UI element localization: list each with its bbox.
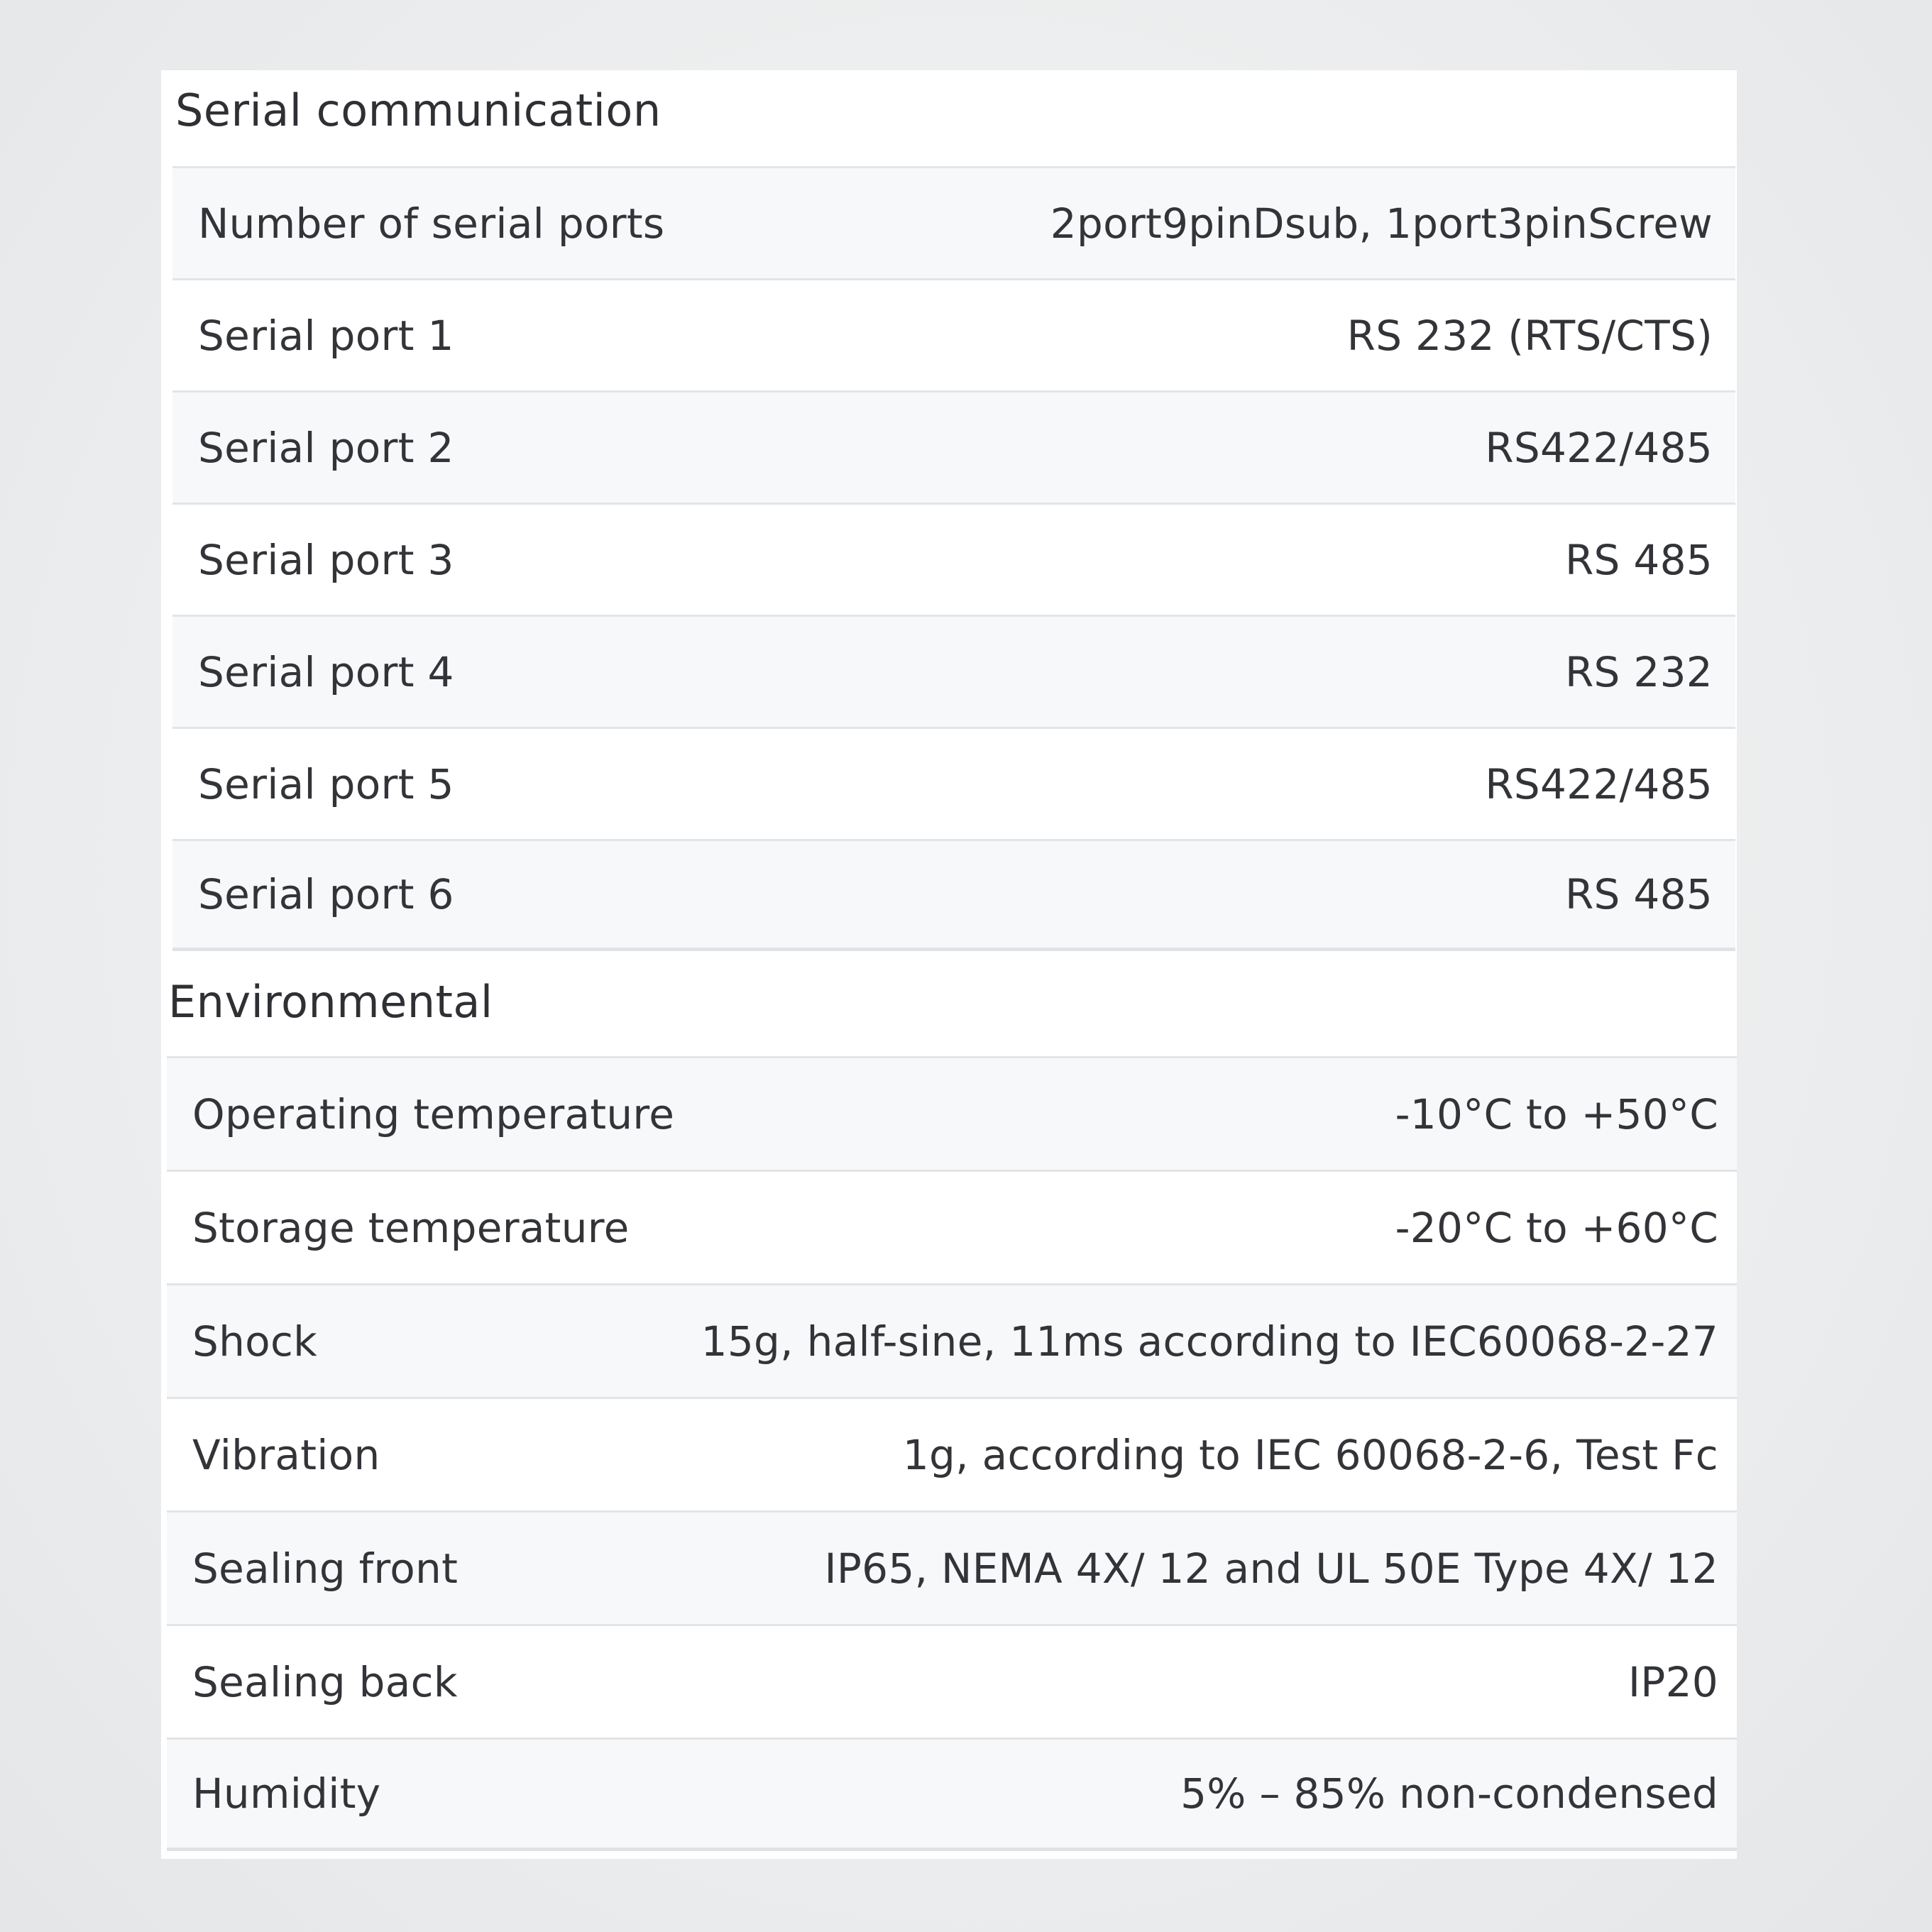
spec-value: 15g, half-sine, 11ms according to IEC60068-2-27 [701,1317,1718,1366]
spec-label: Serial port 3 [198,535,454,584]
spec-label: Vibration [192,1430,380,1479]
spec-row-vibration [167,1397,1737,1510]
spec-label: Serial port 5 [198,759,454,808]
spec-row-serial-port-6 [172,839,1735,951]
spec-row-sealing-back [167,1624,1737,1738]
spec-row-serial-port-5 [172,727,1735,839]
spec-label: Shock [192,1317,318,1366]
spec-value: IP20 [1628,1657,1718,1706]
spec-label: Serial port 4 [198,647,454,696]
section-title-environmental: Environmental [168,976,493,1028]
spec-label: Humidity [192,1769,381,1818]
spec-label: Sealing front [192,1544,459,1593]
spec-label: Serial port 1 [198,311,454,360]
spec-value: 5% – 85% non-condensed [1180,1769,1718,1818]
spec-row-serial-port-2 [172,390,1735,503]
spec-label: Serial port 2 [198,423,454,472]
spec-label: Storage temperature [192,1203,630,1252]
spec-value: IP65, NEMA 4X/ 12 and UL 50E Type 4X/ 12 [824,1544,1718,1593]
spec-value: -20°C to +60°C [1395,1203,1718,1252]
spec-label: Serial port 6 [198,870,454,918]
spec-value: RS 485 [1564,535,1713,584]
spec-row-operating-temperature [167,1056,1737,1170]
spec-value: RS422/485 [1485,423,1713,472]
spec-row-storage-temperature [167,1170,1737,1283]
spec-row-humidity [167,1738,1737,1851]
spec-label: Operating temperature [192,1090,675,1138]
spec-value: -10°C to +50°C [1395,1090,1718,1138]
spec-row-number-of-serial-ports [172,166,1735,278]
spec-row-serial-port-1 [172,278,1735,390]
spec-label: Number of serial ports [198,199,665,248]
spec-row-serial-port-3 [172,503,1735,615]
spec-table [161,70,1737,1859]
spec-value: RS422/485 [1485,759,1713,808]
spec-label: Sealing back [192,1657,458,1706]
spec-value: RS 485 [1564,870,1713,918]
spec-value: 2port9pinDsub, 1port3pinScrew [1050,199,1713,248]
spec-row-shock [167,1283,1737,1397]
spec-row-serial-port-4 [172,615,1735,727]
spec-value: 1g, according to IEC 60068-2-6, Test Fc [902,1430,1718,1479]
spec-value: RS 232 (RTS/CTS) [1346,311,1713,360]
section-title-serial-communication: Serial communication [175,84,662,136]
spec-row-sealing-front [167,1510,1737,1624]
spec-value: RS 232 [1564,647,1713,696]
